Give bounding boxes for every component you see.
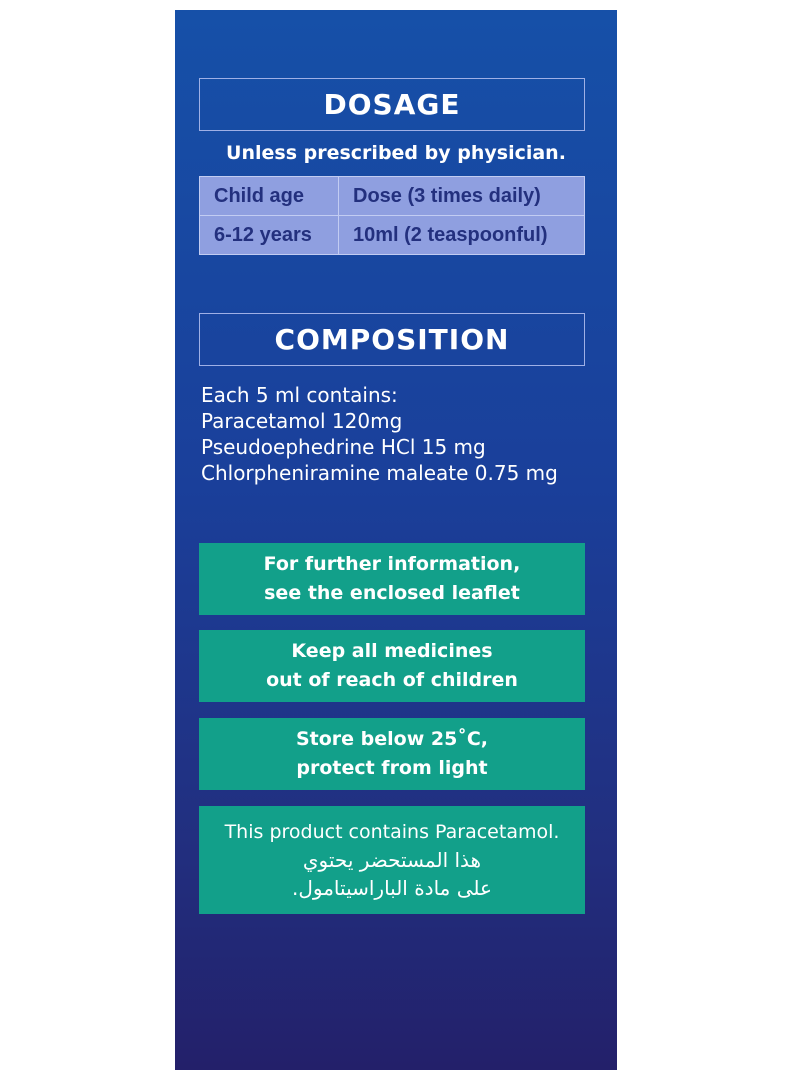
composition-list	[201, 382, 558, 486]
paracetamol-notice	[199, 806, 585, 914]
header-child-age: Child age	[200, 177, 339, 216]
leaflet-notice	[199, 543, 585, 615]
paracetamol-english: This product contains Paracetamol.	[224, 821, 560, 843]
table-header-row	[200, 177, 585, 216]
notice-line: Keep all medicines	[291, 640, 493, 662]
cell-child-age: 6-12 years	[200, 216, 339, 255]
paracetamol-arabic-line2: على مادة الباراسيتامول.	[292, 876, 492, 900]
notice-line: Store below 25˚C,	[295, 728, 488, 750]
dosage-table	[199, 176, 585, 255]
notice-line: protect from light	[296, 757, 488, 779]
composition-line: Paracetamol 120mg	[201, 409, 403, 433]
dosage-subtitle: Unless prescribed by physician.	[226, 142, 566, 164]
cell-dose: 10ml (2 teaspoonful)	[339, 216, 585, 255]
composition-line: Pseudoephedrine HCl 15 mg	[201, 435, 486, 459]
header-dose: Dose (3 times daily)	[339, 177, 585, 216]
notice-line: out of reach of children	[266, 669, 518, 691]
composition-heading: COMPOSITION	[199, 313, 585, 366]
paracetamol-arabic-line1: هذا المستحضر يحتوي	[302, 848, 482, 872]
package-label-panel	[175, 10, 617, 1070]
notice-line: For further information,	[263, 553, 521, 575]
dosage-heading: DOSAGE	[199, 78, 585, 131]
children-safety-notice	[199, 630, 585, 702]
table-row	[200, 216, 585, 255]
composition-line: Each 5 ml contains:	[201, 383, 398, 407]
composition-line: Chlorpheniramine maleate 0.75 mg	[201, 461, 558, 485]
notice-line: see the enclosed leaflet	[264, 582, 520, 604]
storage-notice	[199, 718, 585, 790]
